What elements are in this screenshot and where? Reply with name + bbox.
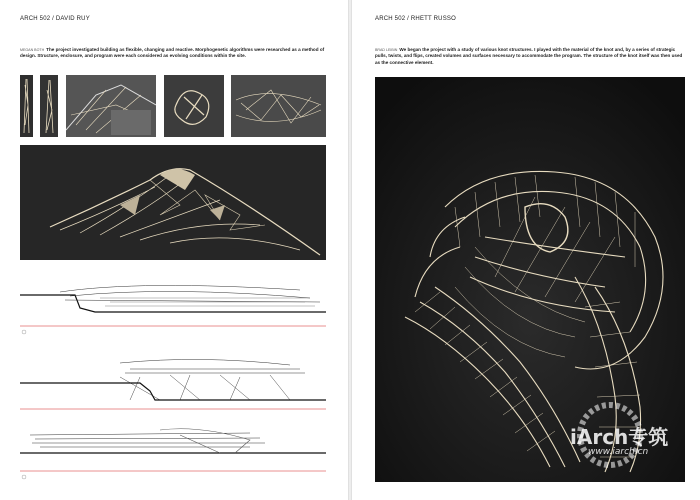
left-page-caption (20, 47, 330, 60)
left-caption-text: The project investigated building as flexible, changing and reactive. Morphogenetic algorithms were researched as a method of design. Structure, enclosure, and program were each considered as evolving conditions within the site. (20, 47, 325, 59)
section-drawing-3 (20, 425, 326, 485)
right-caption-students: BRAD LEIBIN (375, 48, 398, 52)
right-caption-text: We began the project with a study of various knot structures. I played with the material of the knot and, by a series of strategic pulls, twists, and flips, created volumes and surfaces necessary to accommodate the program. The structure of the knot itself was then used as the connective element. (375, 47, 683, 65)
model-thumbnail-5 (231, 75, 326, 137)
left-page (0, 0, 348, 500)
left-page-header: ARCH 502 / DAVID RUY (20, 16, 90, 22)
section-drawing-2 (20, 355, 326, 415)
right-page-caption (375, 47, 685, 66)
model-thumbnail-1 (20, 75, 33, 137)
left-caption-students: MEGAN BOTH (20, 48, 45, 52)
model-thumbnail-4 (164, 75, 224, 137)
model-thumbnail-3 (66, 75, 156, 137)
section-drawing-1 (20, 280, 326, 340)
watermark-brand: iArch专筑 (570, 425, 669, 449)
model-thumbnail-2 (40, 75, 58, 137)
right-page-header: ARCH 502 / RHETT RUSSO (375, 16, 456, 22)
watermark-url: www.iarch.cn (588, 447, 649, 457)
model-photo-large (20, 145, 326, 260)
watermark (570, 395, 695, 475)
